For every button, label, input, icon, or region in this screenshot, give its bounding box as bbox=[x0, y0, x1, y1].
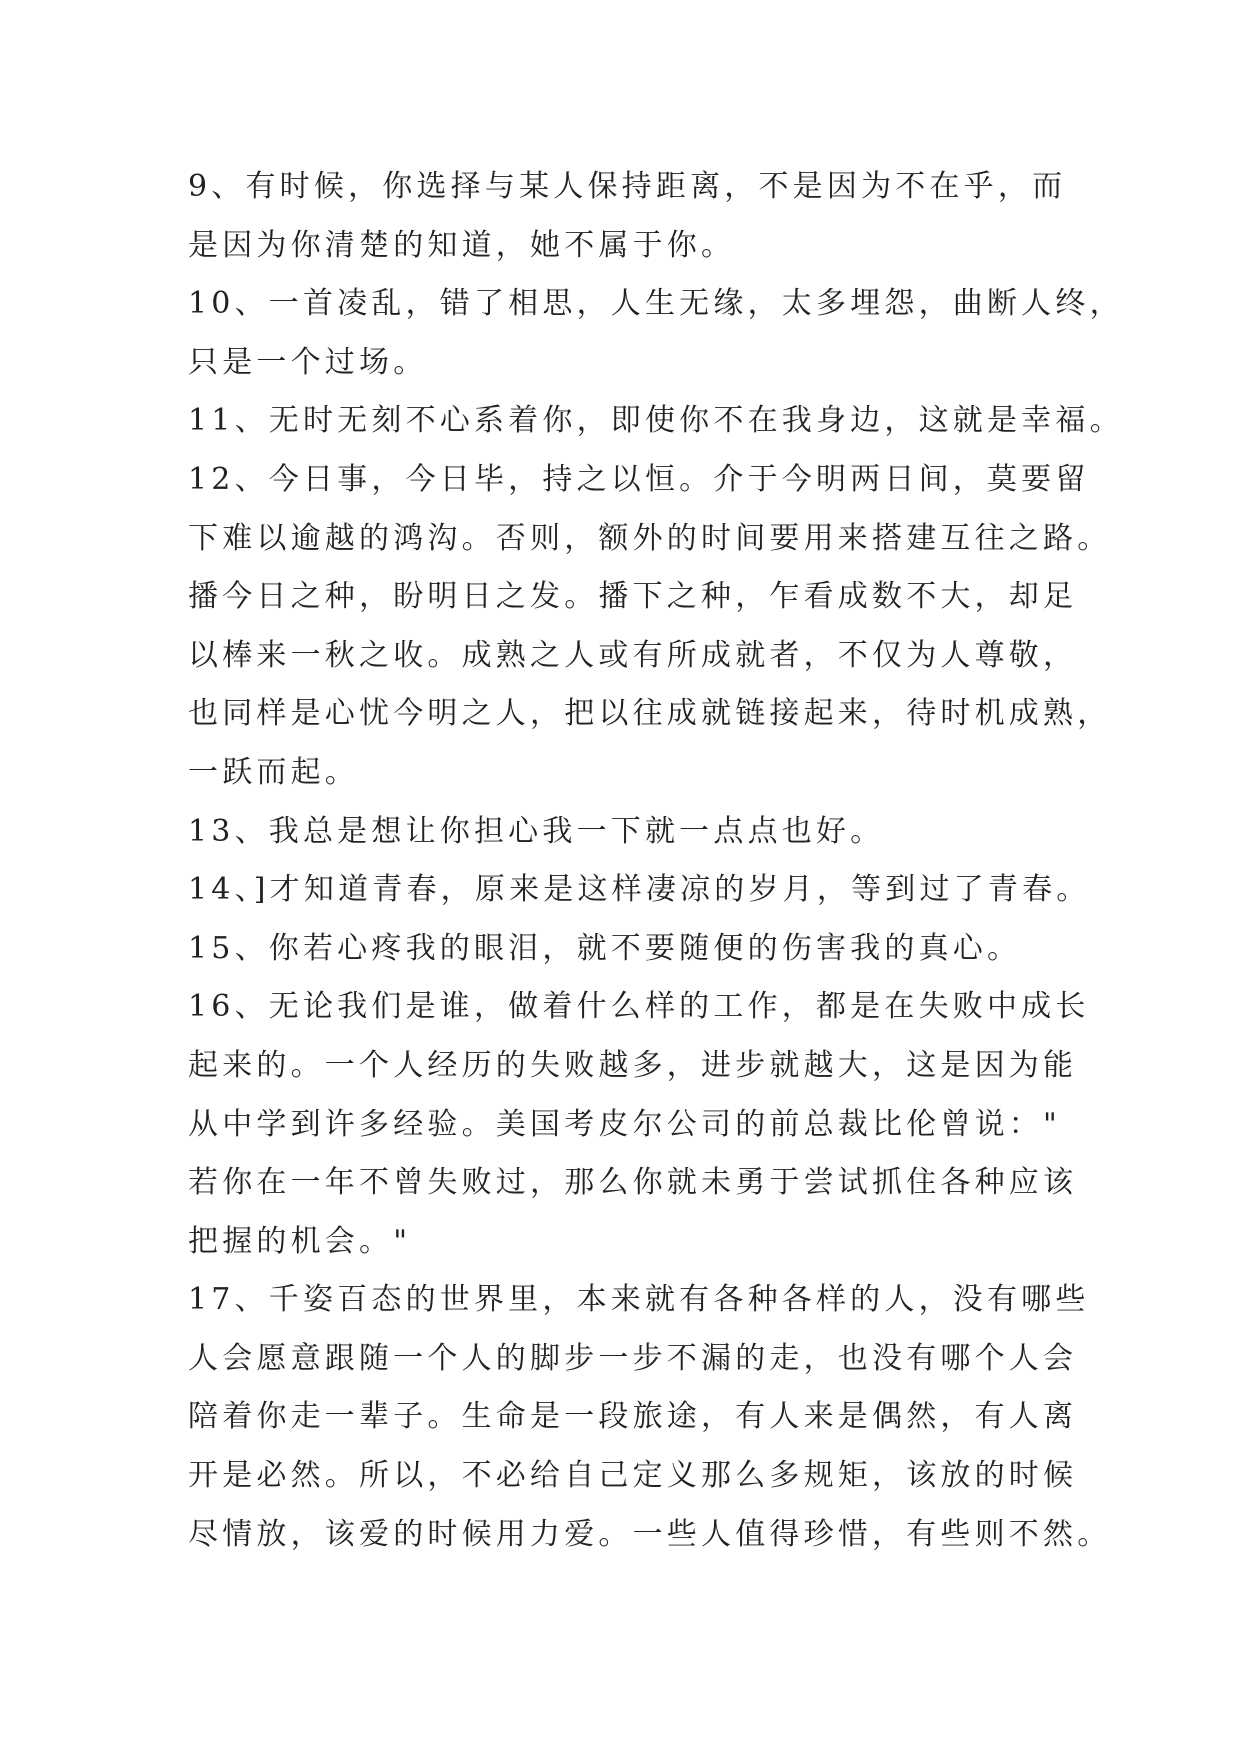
text-line: 15、你若心疼我的眼泪，就不要随便的伤害我的真心。 bbox=[188, 930, 1022, 966]
text-line: 播今日之种，盼明日之发。播下之种，乍看成数不大，却足 bbox=[188, 579, 1078, 615]
text-line: 起来的。一个人经历的失败越多，进步就越大，这是因为能 bbox=[188, 1047, 1078, 1083]
document-body bbox=[188, 158, 1124, 1564]
text-line: 是因为你清楚的知道，她不属于你。 bbox=[188, 227, 736, 263]
text-line: 11、无时无刻不心系着你，即使你不在我身边，这就是幸福。 bbox=[188, 403, 1124, 439]
text-line: 12、今日事，今日毕，持之以恒。介于今明两日间，莫要留 bbox=[188, 461, 1090, 497]
text-line: 一跃而起。 bbox=[188, 754, 359, 790]
text-line: 9、有时候，你选择与某人保持距离，不是因为不在乎，而 bbox=[188, 169, 1067, 204]
text-line: 只是一个过场。 bbox=[188, 344, 428, 380]
text-line: 以棒来一秋之收。成熟之人或有所成就者，不仅为人尊敬， bbox=[188, 637, 1078, 673]
text-line: 17、千姿百态的世界里，本来就有各种各样的人，没有哪些 bbox=[188, 1282, 1090, 1318]
text-line: 也同样是心忧今明之人，把以往成就链接起来，待时机成熟， bbox=[188, 696, 1112, 732]
text-line: 16、无论我们是谁，做着什么样的工作，都是在失败中成长 bbox=[188, 989, 1090, 1025]
text-line: 下难以逾越的鸿沟。否则，额外的时间要用来搭建互往之路。 bbox=[188, 520, 1112, 556]
text-line: 人会愿意跟随一个人的脚步一步不漏的走，也没有哪个人会 bbox=[188, 1340, 1078, 1376]
text-line: 把握的机会。" bbox=[188, 1223, 412, 1259]
text-line: 尽情放，该爱的时候用力爱。一些人值得珍惜，有些则不然。 bbox=[188, 1516, 1112, 1552]
text-line: 若你在一年不曾失败过，那么你就未勇于尝试抓住各种应该 bbox=[188, 1165, 1078, 1201]
text-line: 从中学到许多经验。美国考皮尔公司的前总裁比伦曾说：" bbox=[188, 1106, 1061, 1142]
text-line: 陪着你走一辈子。生命是一段旅途，有人来是偶然，有人离 bbox=[188, 1399, 1078, 1435]
text-line: 14、]才知道青春，原来是这样凄凉的岁月，等到过了青春。 bbox=[188, 872, 1091, 908]
text-line: 开是必然。所以，不必给自己定义那么多规矩，该放的时候 bbox=[188, 1458, 1078, 1494]
text-line: 13、我总是想让你担心我一下就一点点也好。 bbox=[188, 813, 885, 849]
text-line: 10、一首凌乱，错了相思，人生无缘，太多埋怨，曲断人终， bbox=[188, 286, 1124, 322]
